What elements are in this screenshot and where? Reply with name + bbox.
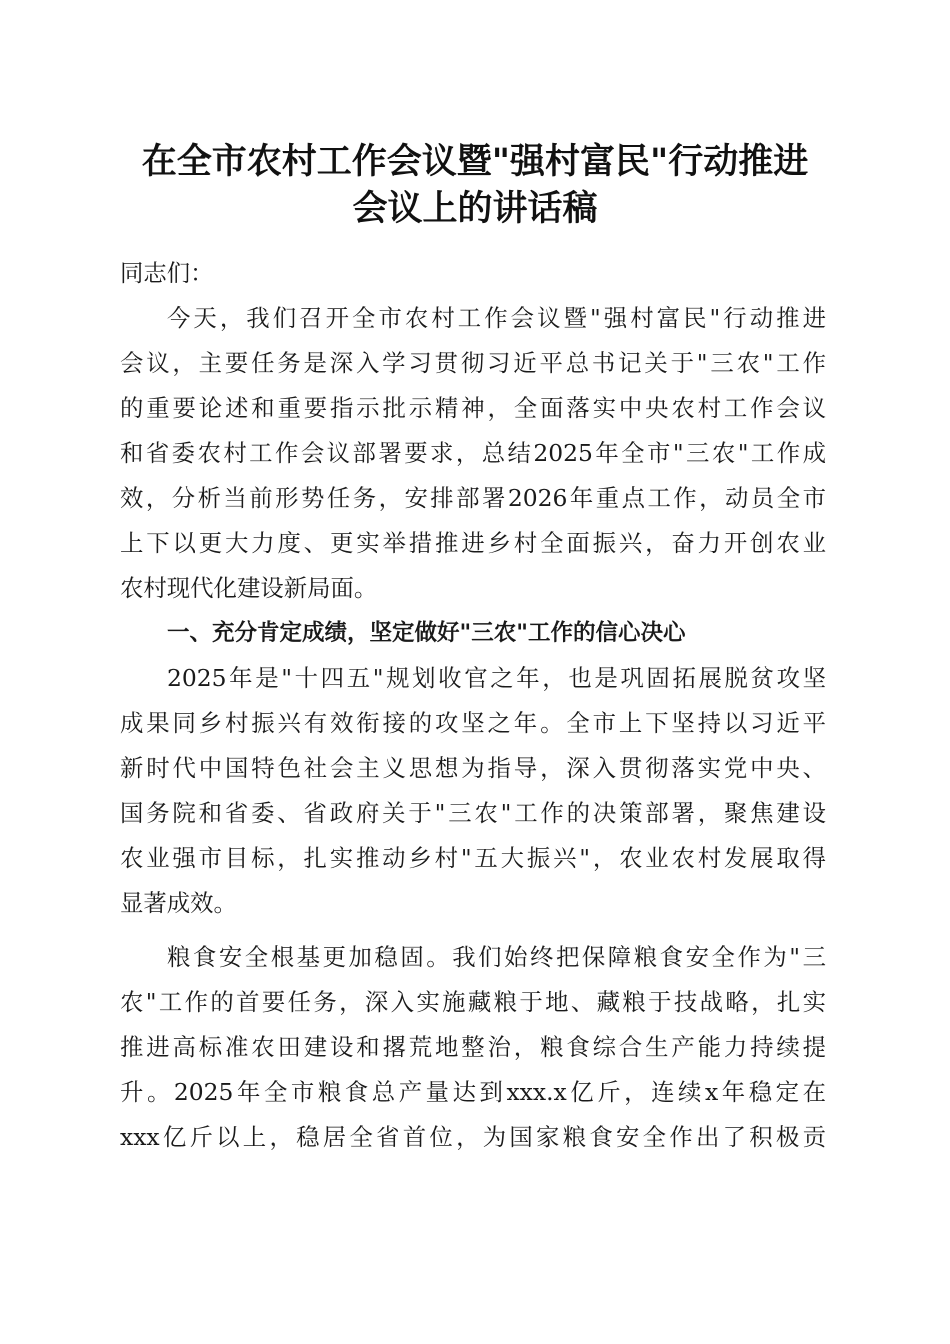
- text-line: 农"工作的首要任务，深入实施藏粮于地、藏粮于技战略，扎实: [120, 988, 826, 1016]
- salutation: 同志们：: [120, 259, 214, 287]
- text-line: 和省委农村工作会议部署要求，总结2025年全市"三农"工作成: [120, 439, 826, 467]
- section1-paragraph-2: [120, 935, 826, 1160]
- section-heading: 一、充分肯定成绩，坚定做好"三农"工作的信心决心: [167, 620, 686, 646]
- text-line: 农村现代化建设新局面。: [120, 574, 378, 602]
- text-line: 升。2025年全市粮食总产量达到xxx.x亿斤，连续x年稳定在: [120, 1078, 826, 1106]
- text-line: 上下以更大力度、更实举措推进乡村全面振兴，奋力开创农业: [120, 529, 826, 557]
- text-line: 推进高标准农田建设和撂荒地整治，粮食综合生产能力持续提: [120, 1033, 826, 1061]
- text-line: 2025年是"十四五"规划收官之年，也是巩固拓展脱贫攻坚: [167, 664, 826, 692]
- title-line-2: 会议上的讲话稿: [352, 188, 598, 229]
- section1-paragraph-1: [120, 656, 826, 926]
- text-line: 粮食安全根基更加稳固。我们始终把保障粮食安全作为"三: [167, 943, 826, 971]
- paragraph-gap: [120, 926, 826, 935]
- title-line-1: 在全市农村工作会议暨"强村富民"行动推进: [141, 141, 809, 182]
- text-line: 会议，主要任务是深入学习贯彻习近平总书记关于"三农"工作: [120, 349, 826, 377]
- text-line: 国务院和省委、省政府关于"三农"工作的决策部署，聚焦建设: [120, 799, 826, 827]
- document-title: [110, 138, 840, 232]
- text-line: xxx亿斤以上，稳居全省首位，为国家粮食安全作出了积极贡: [120, 1123, 826, 1151]
- text-line: 的重要论述和重要指示批示精神，全面落实中央农村工作会议: [120, 394, 826, 422]
- text-line: 显著成效。: [120, 889, 237, 917]
- text-line: 新时代中国特色社会主义思想为指导，深入贯彻落实党中央、: [120, 754, 826, 782]
- text-line: 今天，我们召开全市农村工作会议暨"强村富民"行动推进: [167, 304, 826, 332]
- intro-paragraph: [120, 296, 826, 611]
- document-body: [120, 251, 826, 1160]
- text-line: 效，分析当前形势任务，安排部署2026年重点工作，动员全市: [120, 484, 826, 512]
- text-line: 农业强市目标，扎实推动乡村"五大振兴"，农业农村发展取得: [120, 844, 826, 872]
- text-line: 成果同乡村振兴有效衔接的攻坚之年。全市上下坚持以习近平: [120, 709, 826, 737]
